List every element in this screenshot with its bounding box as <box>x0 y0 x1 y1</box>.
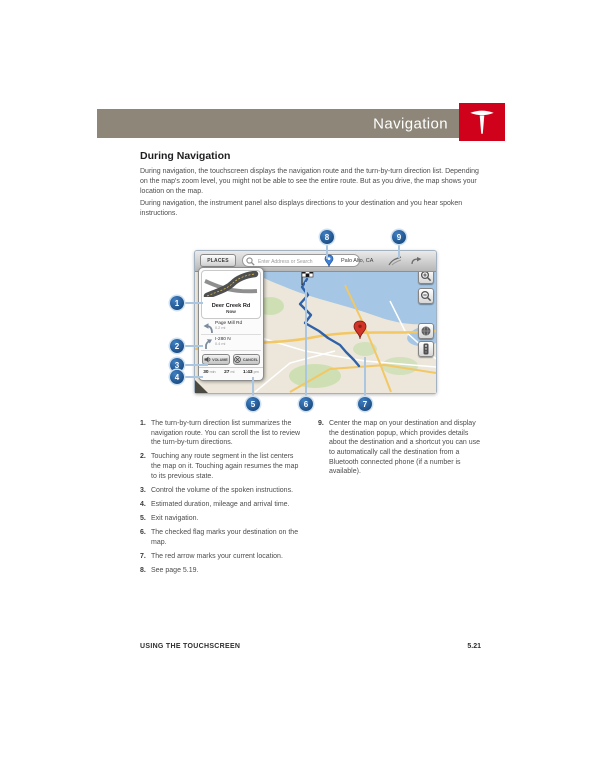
route-segment-row[interactable] <box>201 335 261 351</box>
segment-distance-label: 0.4 mi <box>215 342 226 346</box>
tesla-logo <box>459 103 505 141</box>
segment-road-label: Page Mill Rd <box>215 321 243 326</box>
map-view-button[interactable] <box>418 323 434 339</box>
callout-6: 6 <box>299 397 313 411</box>
tesla-t-icon <box>469 107 495 137</box>
current-city-label: Palo Alto, CA <box>341 258 374 264</box>
callout-1: 1 <box>170 296 184 310</box>
cancel-button-label: CANCEL <box>242 357 259 362</box>
forward-arrow-icon[interactable] <box>411 257 422 265</box>
section-heading: During Navigation <box>140 150 231 162</box>
zoom-out-button[interactable] <box>418 288 434 304</box>
traffic-button[interactable] <box>418 341 434 357</box>
callout-7: 7 <box>358 397 372 411</box>
callout-list-left <box>140 419 304 581</box>
list-item: 6. The checked flag marks your destination on the map. <box>140 529 299 547</box>
trip-stats-bar <box>199 367 263 375</box>
chapter-header-bar <box>97 109 459 138</box>
callout-line-5 <box>252 377 254 399</box>
footer-section-title: USING THE TOUCHSCREEN <box>140 643 241 650</box>
callout-9: 9 <box>392 230 406 244</box>
zoom-out-icon <box>420 290 432 302</box>
corner-fold <box>195 380 208 393</box>
list-item: 7. The red arrow marks your current location. <box>140 553 283 561</box>
touchscreen-screenshot <box>194 250 437 394</box>
trip-arrival-time: 1:43 pm <box>242 369 259 375</box>
speaker-icon <box>204 356 211 363</box>
callout-8: 8 <box>320 230 334 244</box>
callout-line-1 <box>183 302 203 304</box>
callout-line-8 <box>326 243 328 259</box>
traffic-light-icon <box>420 343 432 355</box>
globe-icon <box>420 325 432 337</box>
chapter-title: Navigation <box>373 115 448 132</box>
paragraph-1: During navigation, the touchscreen displays the navigation route and the turn-by-turn direction list. Depending on the map's zoom level, you might not be able to see the entire route. But as you drive, the map shows your location on the map. <box>140 168 479 195</box>
paragraph-2: During navigation, the instrument panel also displays directions to your destination and you hear spoken instructions. <box>140 200 463 217</box>
trip-distance: 27 mi <box>224 369 235 375</box>
places-button[interactable]: PLACES <box>200 254 236 267</box>
callout-line-7 <box>364 357 366 399</box>
current-road-label: Deer Creek Rd <box>211 303 251 309</box>
callout-3: 3 <box>170 358 184 372</box>
footer-page-number: 5.21 <box>467 643 481 650</box>
list-item: 4. Estimated duration, mileage and arrival time. <box>140 501 290 509</box>
callout-4: 4 <box>170 370 184 384</box>
list-item: 1. The turn-by-turn direction list summarizes the navigation route. You can scroll the list to review the turn-by-turn directions. <box>140 420 301 447</box>
segment-distance-label: 0.2 mi <box>215 326 226 330</box>
callout-line-9 <box>398 243 400 258</box>
current-eta-label: Now <box>226 309 236 314</box>
list-item: 2. Touching any route segment in the list centers the map on it. Touching again resumes the map to its previous state. <box>140 453 299 480</box>
current-location-pin-icon <box>353 320 367 340</box>
cancel-icon <box>234 356 241 363</box>
current-segment[interactable] <box>201 270 261 319</box>
callout-line-6 <box>305 282 307 399</box>
volume-button-label: VOLUME <box>212 357 228 362</box>
callout-2: 2 <box>170 339 184 353</box>
list-item: 5. Exit navigation. <box>140 515 199 523</box>
callout-line-2 <box>183 345 203 347</box>
list-item: 8. See page 5.19. <box>140 567 199 575</box>
segment-road-label: I-280 N <box>215 337 231 342</box>
turn-arrow-icon <box>203 322 214 334</box>
callout-line-4 <box>183 376 203 378</box>
callout-line-3 <box>183 364 208 366</box>
merge-arrow-icon <box>203 338 214 350</box>
route-segment-row[interactable] <box>201 319 261 335</box>
trip-duration: 30 min <box>203 369 216 375</box>
callout-list-right <box>318 419 484 481</box>
callout-5: 5 <box>246 397 260 411</box>
list-item: 9. Center the map on your destination and display the destination popup, which provides details about the destination and a shortcut you can use to automatically call the destination from a Bluetooth connected phone (if a number is available). <box>318 420 480 476</box>
cancel-button[interactable] <box>233 354 261 365</box>
road-graphic <box>203 271 259 297</box>
list-item: 3. Control the volume of the spoken instructions. <box>140 486 294 494</box>
search-icon <box>246 257 255 266</box>
